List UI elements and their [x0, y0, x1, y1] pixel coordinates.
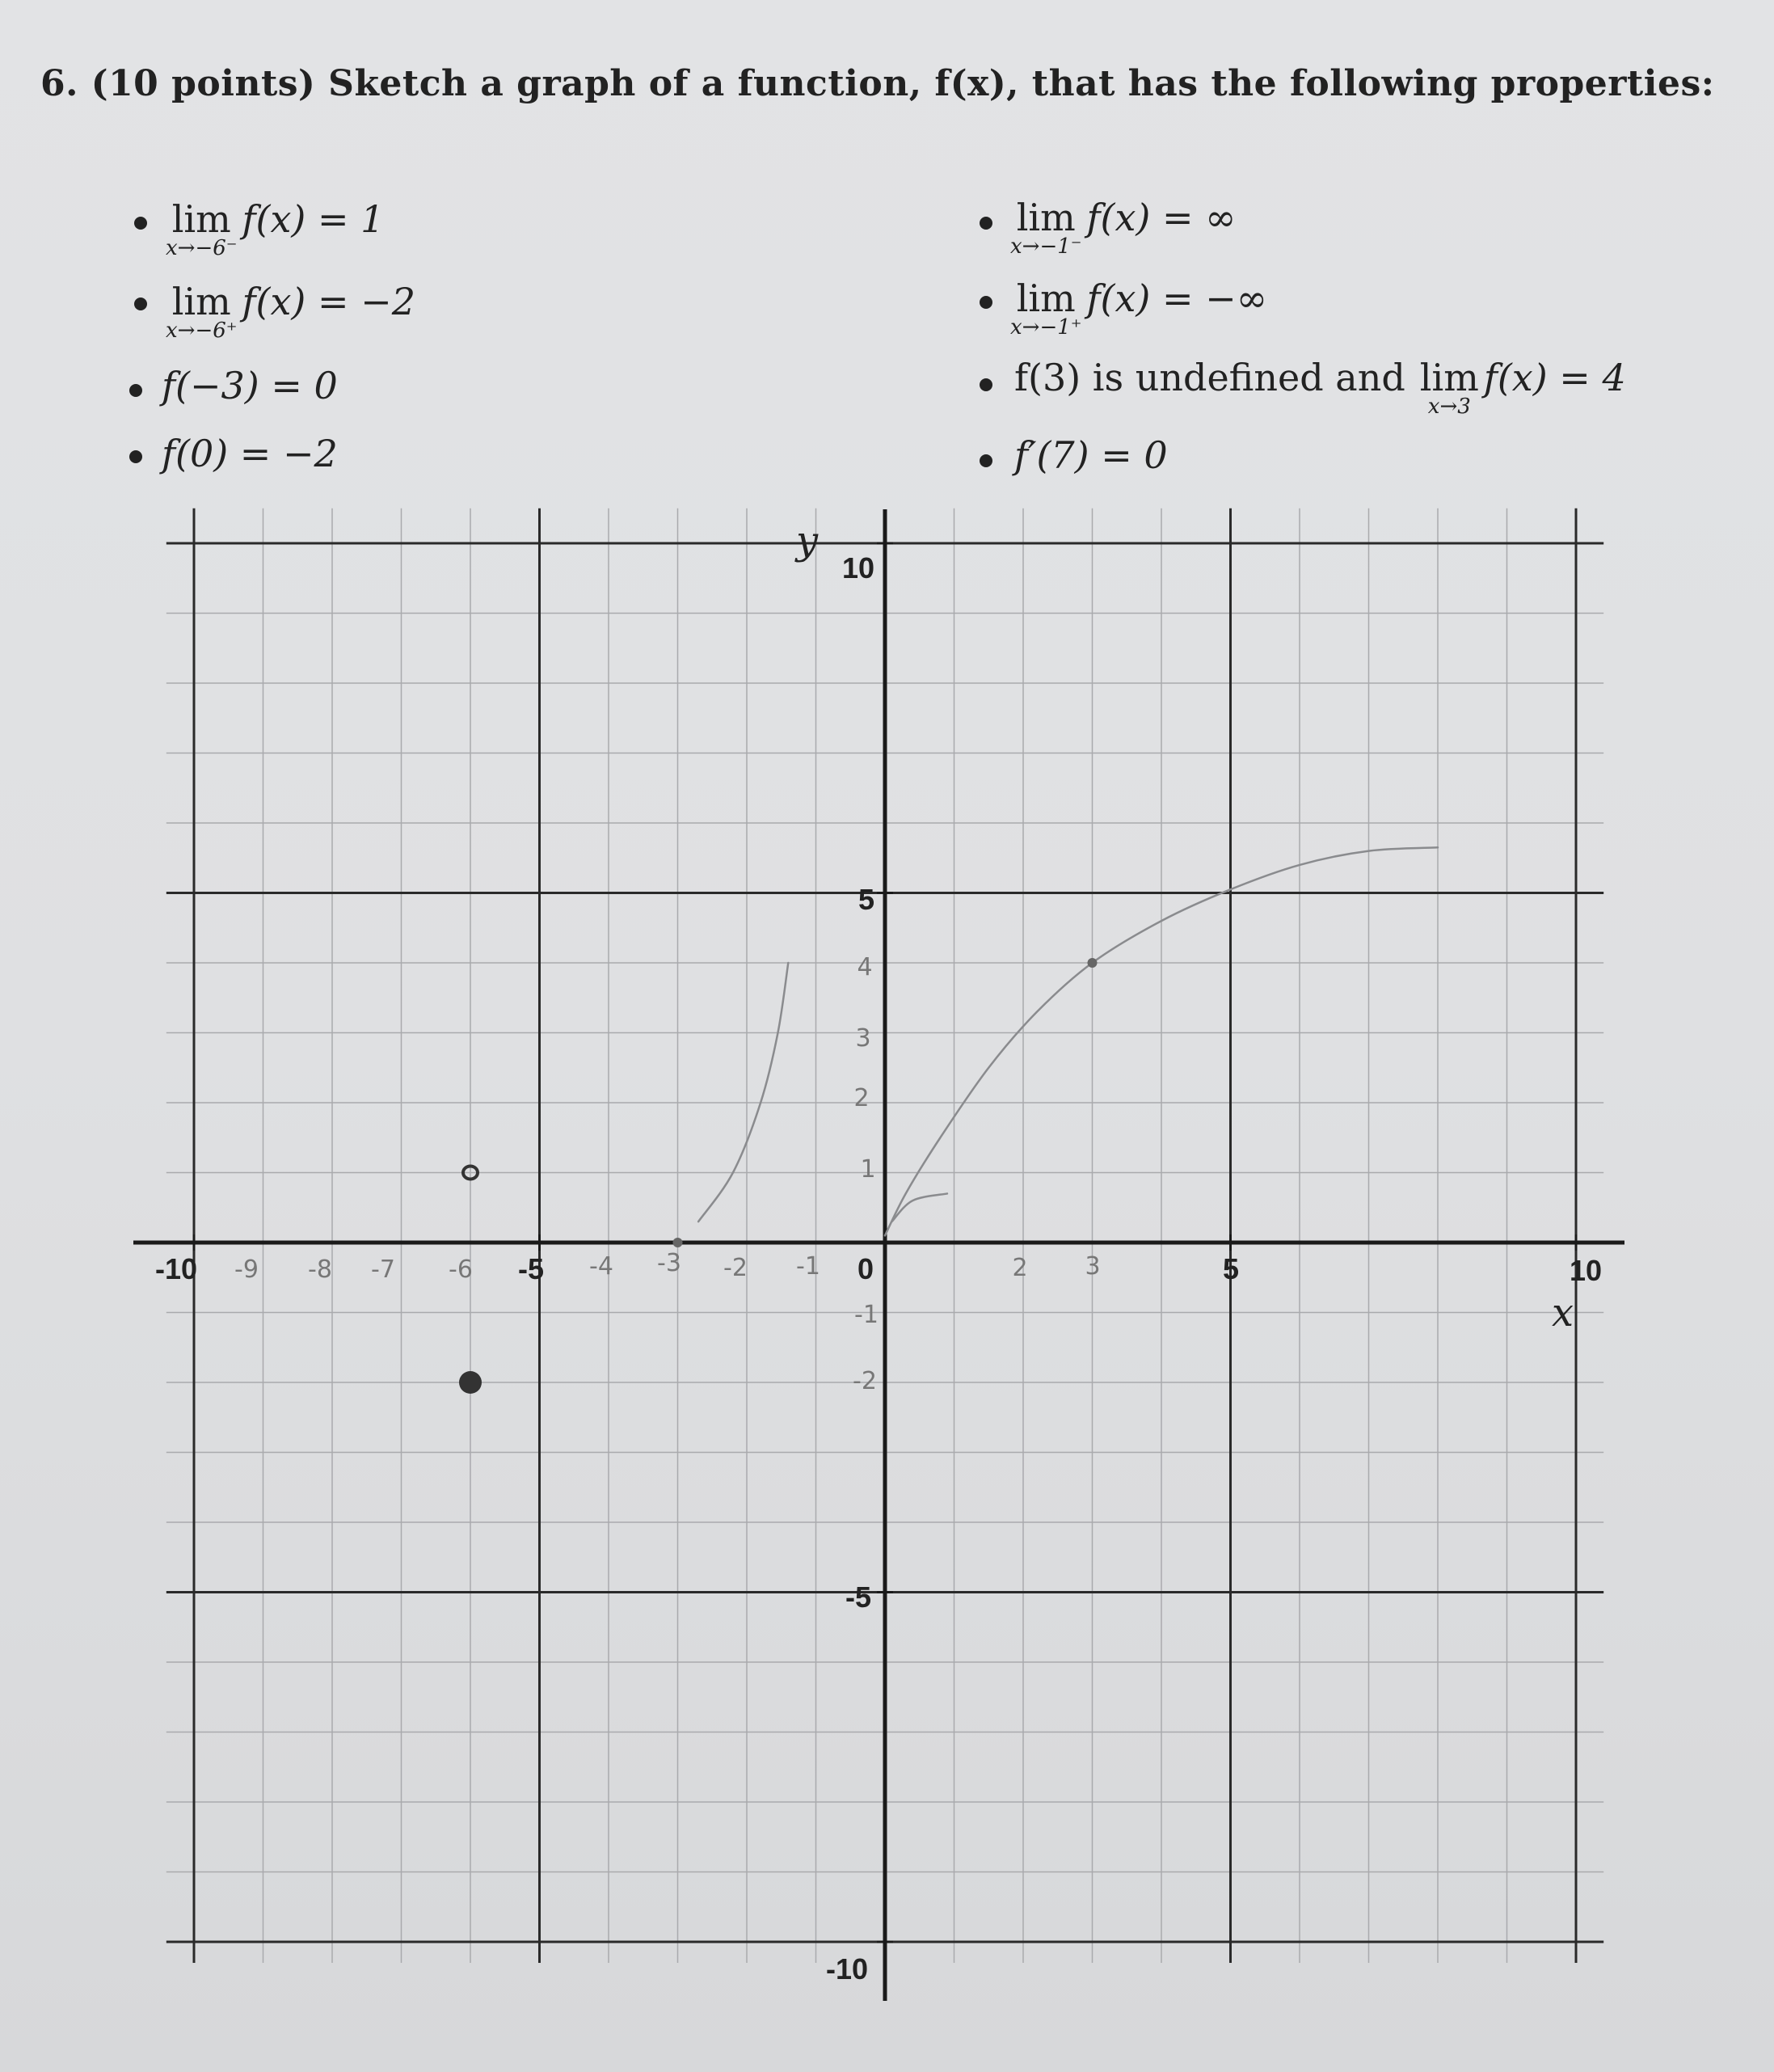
x-tick-label: 0: [857, 1252, 874, 1285]
y-tick-label: 10: [841, 551, 875, 584]
hand-x-tick: -9: [234, 1255, 259, 1284]
hand-x-tick: -1: [796, 1252, 820, 1281]
property-left-4: f(0) = −2: [162, 432, 338, 475]
x-axis-label: x: [1552, 1290, 1574, 1336]
points: [459, 958, 1101, 1394]
hand-x-tick: -8: [308, 1255, 332, 1284]
x-tick-label: 5: [1222, 1252, 1240, 1285]
y-tick-label: 5: [858, 883, 875, 916]
hand-x-tick: -3: [657, 1249, 681, 1277]
filled-point: [673, 1238, 683, 1247]
hand-x-tick: -4: [589, 1252, 613, 1281]
property-left-2: lim x→−6⁺ f(x) = −2: [166, 280, 415, 343]
hand-x-tick: -6: [449, 1255, 473, 1284]
hand-x-tick: 2: [1012, 1254, 1028, 1282]
hand-x-tick: -2: [723, 1254, 748, 1282]
hand-y-tick: -1: [854, 1301, 879, 1329]
hand-y-tick: 1: [860, 1155, 876, 1184]
property-right-2: lim x→−1⁺ f(x) = −∞: [1010, 276, 1268, 340]
curves: [698, 847, 1438, 1235]
filled-point: [459, 1371, 482, 1394]
hand-x-tick: -7: [371, 1255, 395, 1284]
hand-y-tick: 4: [857, 953, 873, 981]
y-tick-label: -10: [825, 1952, 869, 1985]
property-right-3: f(3) is undefined and lim x→3 f(x) = 4: [1014, 356, 1626, 419]
axes: [133, 509, 1624, 2001]
filled-point: [1088, 958, 1098, 968]
curve-series-1: [698, 963, 788, 1222]
hand-y-tick: -2: [853, 1367, 877, 1395]
question-heading: 6. (10 points) Sketch a graph of a function, f(x), that has the following properties:: [40, 63, 1715, 104]
hand-x-tick: 3: [1085, 1252, 1101, 1281]
x-tick-label: 10: [1569, 1254, 1603, 1287]
x-tick-label: -5: [517, 1252, 545, 1285]
hand-y-tick: 3: [855, 1024, 871, 1053]
property-right-1: lim x→−1⁻ f(x) = ∞: [1010, 196, 1237, 259]
x-tick-label: -10: [154, 1252, 198, 1285]
y-axis-label: y: [796, 518, 819, 563]
property-left-3: f(−3) = 0: [162, 364, 338, 407]
curve-series-3: [892, 1193, 947, 1222]
hand-y-tick: 2: [853, 1084, 870, 1112]
property-right-4: f′(7) = 0: [1014, 433, 1168, 477]
y-tick-label: -5: [845, 1580, 872, 1614]
property-left-1: lim x→−6⁻ f(x) = 1: [166, 197, 385, 260]
